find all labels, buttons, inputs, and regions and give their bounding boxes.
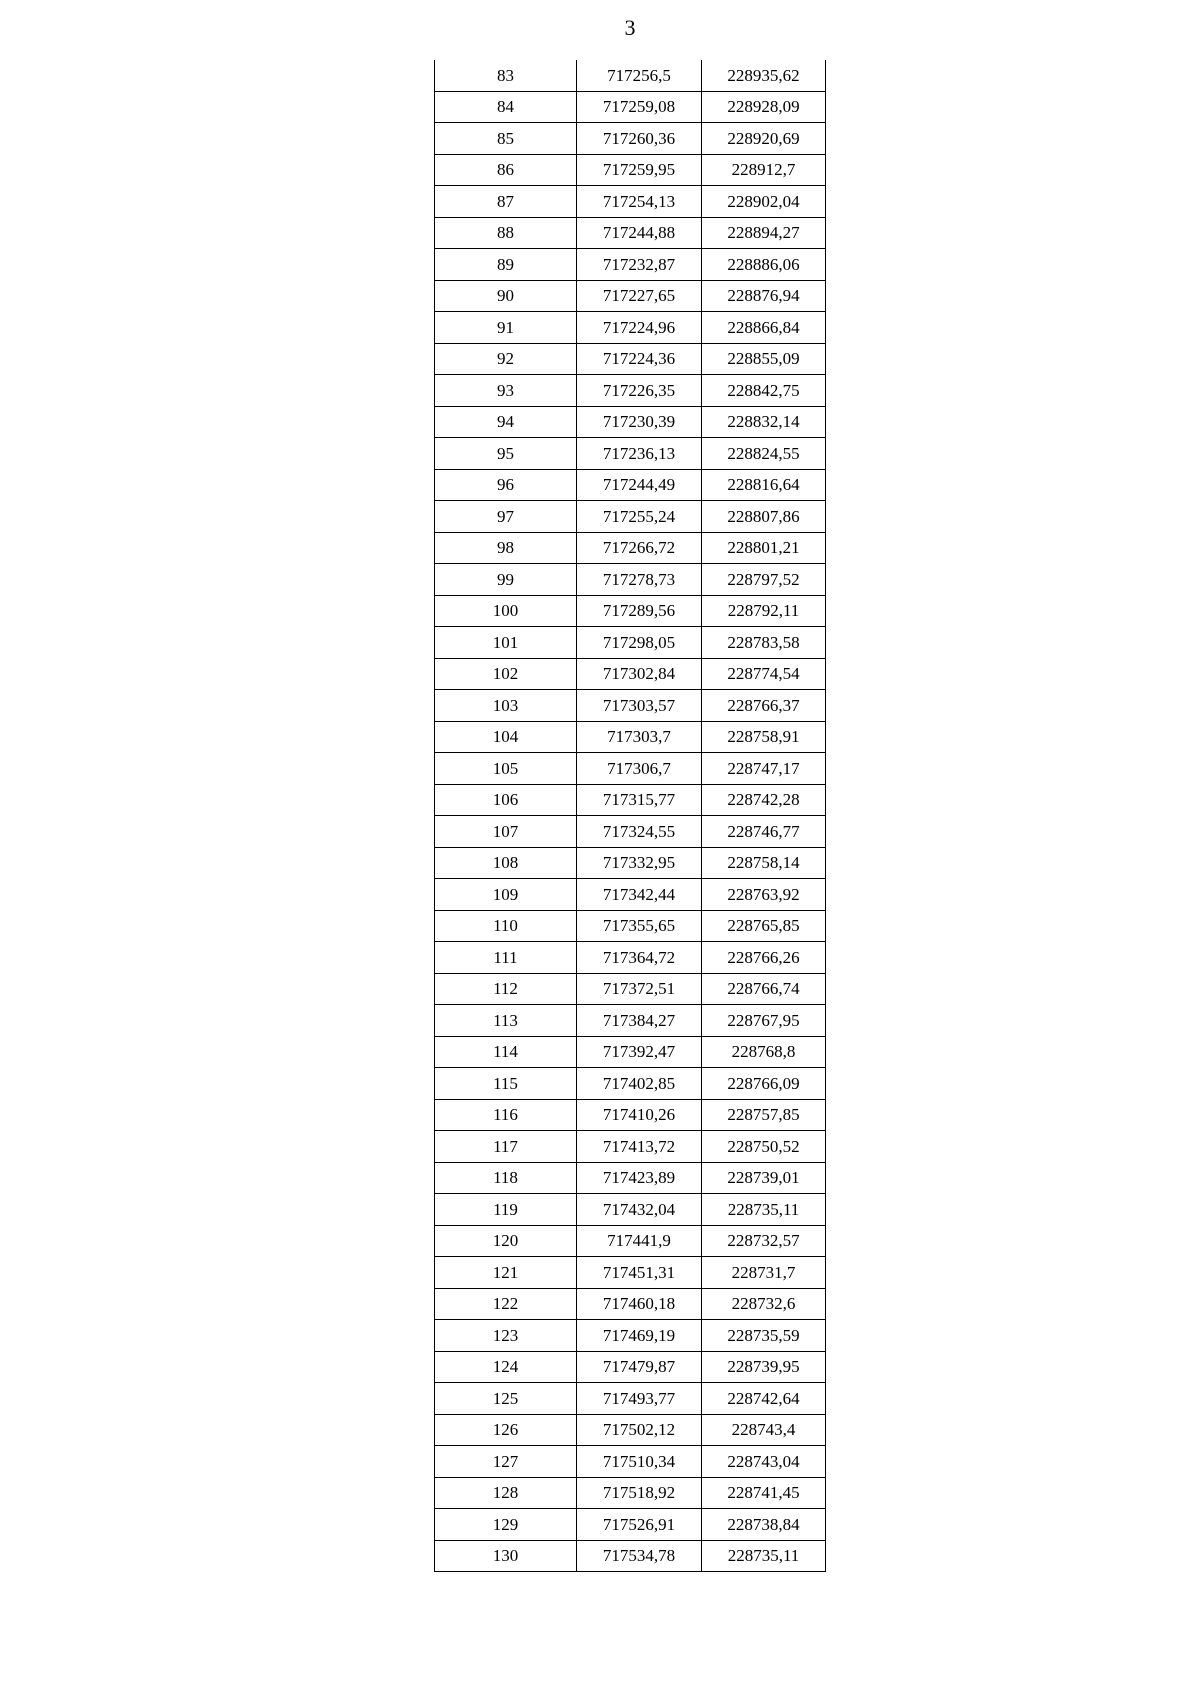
x-coordinate-cell: 717244,88	[577, 217, 702, 249]
table-row	[435, 375, 826, 407]
point-number-cell: 130	[435, 1540, 577, 1572]
y-coordinate-cell: 228774,54	[702, 658, 826, 690]
point-number-cell: 100	[435, 595, 577, 627]
point-number-cell: 116	[435, 1099, 577, 1131]
y-coordinate-cell: 228735,11	[702, 1540, 826, 1572]
table-row	[435, 942, 826, 974]
y-coordinate-cell: 228758,14	[702, 847, 826, 879]
point-number-cell: 105	[435, 753, 577, 785]
x-coordinate-cell: 717244,49	[577, 469, 702, 501]
table-row	[435, 847, 826, 879]
point-number-cell: 87	[435, 186, 577, 218]
table-row	[435, 154, 826, 186]
x-coordinate-cell: 717255,24	[577, 501, 702, 533]
y-coordinate-cell: 228768,8	[702, 1036, 826, 1068]
table-row	[435, 1509, 826, 1541]
x-coordinate-cell: 717230,39	[577, 406, 702, 438]
table-row	[435, 532, 826, 564]
table-row	[435, 1068, 826, 1100]
table-row	[435, 501, 826, 533]
point-number-cell: 91	[435, 312, 577, 344]
y-coordinate-cell: 228732,57	[702, 1225, 826, 1257]
y-coordinate-cell: 228928,09	[702, 91, 826, 123]
x-coordinate-cell: 717289,56	[577, 595, 702, 627]
table-row	[435, 1131, 826, 1163]
point-number-cell: 97	[435, 501, 577, 533]
table-row	[435, 816, 826, 848]
y-coordinate-cell: 228742,28	[702, 784, 826, 816]
point-number-cell: 93	[435, 375, 577, 407]
point-number-cell: 124	[435, 1351, 577, 1383]
point-number-cell: 96	[435, 469, 577, 501]
table-row	[435, 123, 826, 155]
table-row	[435, 186, 826, 218]
point-number-cell: 90	[435, 280, 577, 312]
y-coordinate-cell: 228824,55	[702, 438, 826, 470]
table-row	[435, 1194, 826, 1226]
x-coordinate-cell: 717392,47	[577, 1036, 702, 1068]
y-coordinate-cell: 228832,14	[702, 406, 826, 438]
y-coordinate-cell: 228816,64	[702, 469, 826, 501]
x-coordinate-cell: 717479,87	[577, 1351, 702, 1383]
y-coordinate-cell: 228739,95	[702, 1351, 826, 1383]
x-coordinate-cell: 717266,72	[577, 532, 702, 564]
point-number-cell: 112	[435, 973, 577, 1005]
y-coordinate-cell: 228766,09	[702, 1068, 826, 1100]
point-number-cell: 108	[435, 847, 577, 879]
y-coordinate-cell: 228731,7	[702, 1257, 826, 1289]
y-coordinate-cell: 228742,64	[702, 1383, 826, 1415]
y-coordinate-cell: 228912,7	[702, 154, 826, 186]
x-coordinate-cell: 717469,19	[577, 1320, 702, 1352]
y-coordinate-cell: 228801,21	[702, 532, 826, 564]
point-number-cell: 85	[435, 123, 577, 155]
table-row	[435, 1288, 826, 1320]
y-coordinate-cell: 228807,86	[702, 501, 826, 533]
y-coordinate-cell: 228763,92	[702, 879, 826, 911]
y-coordinate-cell: 228792,11	[702, 595, 826, 627]
x-coordinate-cell: 717315,77	[577, 784, 702, 816]
x-coordinate-cell: 717302,84	[577, 658, 702, 690]
table-row	[435, 312, 826, 344]
x-coordinate-cell: 717232,87	[577, 249, 702, 281]
point-number-cell: 129	[435, 1509, 577, 1541]
x-coordinate-cell: 717451,31	[577, 1257, 702, 1289]
coordinates-table-body	[435, 60, 826, 1572]
x-coordinate-cell: 717364,72	[577, 942, 702, 974]
x-coordinate-cell: 717534,78	[577, 1540, 702, 1572]
y-coordinate-cell: 228766,26	[702, 942, 826, 974]
y-coordinate-cell: 228935,62	[702, 60, 826, 91]
x-coordinate-cell: 717236,13	[577, 438, 702, 470]
point-number-cell: 115	[435, 1068, 577, 1100]
point-number-cell: 113	[435, 1005, 577, 1037]
table-row	[435, 690, 826, 722]
x-coordinate-cell: 717226,35	[577, 375, 702, 407]
table-row	[435, 469, 826, 501]
y-coordinate-cell: 228920,69	[702, 123, 826, 155]
point-number-cell: 94	[435, 406, 577, 438]
point-number-cell: 121	[435, 1257, 577, 1289]
table-row	[435, 1446, 826, 1478]
table-row	[435, 784, 826, 816]
table-row	[435, 595, 826, 627]
y-coordinate-cell: 228902,04	[702, 186, 826, 218]
point-number-cell: 88	[435, 217, 577, 249]
point-number-cell: 120	[435, 1225, 577, 1257]
point-number-cell: 111	[435, 942, 577, 974]
table-row	[435, 1351, 826, 1383]
page-number: 3	[624, 15, 636, 40]
y-coordinate-cell: 228758,91	[702, 721, 826, 753]
table-row	[435, 1320, 826, 1352]
x-coordinate-cell: 717372,51	[577, 973, 702, 1005]
x-coordinate-cell: 717303,7	[577, 721, 702, 753]
x-coordinate-cell: 717224,36	[577, 343, 702, 375]
y-coordinate-cell: 228842,75	[702, 375, 826, 407]
point-number-cell: 86	[435, 154, 577, 186]
y-coordinate-cell: 228894,27	[702, 217, 826, 249]
table-row	[435, 658, 826, 690]
x-coordinate-cell: 717384,27	[577, 1005, 702, 1037]
y-coordinate-cell: 228766,37	[702, 690, 826, 722]
point-number-cell: 103	[435, 690, 577, 722]
y-coordinate-cell: 228735,11	[702, 1194, 826, 1226]
y-coordinate-cell: 228757,85	[702, 1099, 826, 1131]
x-coordinate-cell: 717510,34	[577, 1446, 702, 1478]
table-row	[435, 280, 826, 312]
table-row	[435, 564, 826, 596]
table-row	[435, 343, 826, 375]
table-row	[435, 1225, 826, 1257]
point-number-cell: 107	[435, 816, 577, 848]
y-coordinate-cell: 228743,04	[702, 1446, 826, 1478]
x-coordinate-cell: 717298,05	[577, 627, 702, 659]
x-coordinate-cell: 717526,91	[577, 1509, 702, 1541]
point-number-cell: 110	[435, 910, 577, 942]
table-row	[435, 406, 826, 438]
table-row	[435, 60, 826, 91]
point-number-cell: 109	[435, 879, 577, 911]
x-coordinate-cell: 717460,18	[577, 1288, 702, 1320]
point-number-cell: 123	[435, 1320, 577, 1352]
point-number-cell: 95	[435, 438, 577, 470]
y-coordinate-cell: 228866,84	[702, 312, 826, 344]
x-coordinate-cell: 717259,08	[577, 91, 702, 123]
x-coordinate-cell: 717402,85	[577, 1068, 702, 1100]
y-coordinate-cell: 228855,09	[702, 343, 826, 375]
table-row	[435, 1099, 826, 1131]
table-row	[435, 1383, 826, 1415]
x-coordinate-cell: 717355,65	[577, 910, 702, 942]
y-coordinate-cell: 228747,17	[702, 753, 826, 785]
table-row	[435, 721, 826, 753]
y-coordinate-cell: 228876,94	[702, 280, 826, 312]
table-row	[435, 879, 826, 911]
table-row	[435, 1036, 826, 1068]
y-coordinate-cell: 228732,6	[702, 1288, 826, 1320]
x-coordinate-cell: 717342,44	[577, 879, 702, 911]
y-coordinate-cell: 228750,52	[702, 1131, 826, 1163]
x-coordinate-cell: 717224,96	[577, 312, 702, 344]
table-row	[435, 973, 826, 1005]
table-row	[435, 249, 826, 281]
y-coordinate-cell: 228739,01	[702, 1162, 826, 1194]
x-coordinate-cell: 717260,36	[577, 123, 702, 155]
point-number-cell: 127	[435, 1446, 577, 1478]
y-coordinate-cell: 228741,45	[702, 1477, 826, 1509]
point-number-cell: 117	[435, 1131, 577, 1163]
y-coordinate-cell: 228797,52	[702, 564, 826, 596]
table-row	[435, 1414, 826, 1446]
table-row	[435, 1162, 826, 1194]
point-number-cell: 106	[435, 784, 577, 816]
table-row	[435, 753, 826, 785]
x-coordinate-cell: 717423,89	[577, 1162, 702, 1194]
point-number-cell: 104	[435, 721, 577, 753]
x-coordinate-cell: 717332,95	[577, 847, 702, 879]
x-coordinate-cell: 717502,12	[577, 1414, 702, 1446]
table-row	[435, 627, 826, 659]
y-coordinate-cell: 228743,4	[702, 1414, 826, 1446]
point-number-cell: 92	[435, 343, 577, 375]
x-coordinate-cell: 717256,5	[577, 60, 702, 91]
table-row	[435, 438, 826, 470]
y-coordinate-cell: 228767,95	[702, 1005, 826, 1037]
point-number-cell: 99	[435, 564, 577, 596]
x-coordinate-cell: 717432,04	[577, 1194, 702, 1226]
x-coordinate-cell: 717413,72	[577, 1131, 702, 1163]
x-coordinate-cell: 717254,13	[577, 186, 702, 218]
x-coordinate-cell: 717227,65	[577, 280, 702, 312]
x-coordinate-cell: 717259,95	[577, 154, 702, 186]
table-row	[435, 217, 826, 249]
point-number-cell: 89	[435, 249, 577, 281]
x-coordinate-cell: 717306,7	[577, 753, 702, 785]
point-number-cell: 84	[435, 91, 577, 123]
point-number-cell: 119	[435, 1194, 577, 1226]
y-coordinate-cell: 228735,59	[702, 1320, 826, 1352]
y-coordinate-cell: 228886,06	[702, 249, 826, 281]
table-row	[435, 910, 826, 942]
point-number-cell: 118	[435, 1162, 577, 1194]
x-coordinate-cell: 717410,26	[577, 1099, 702, 1131]
x-coordinate-cell: 717303,57	[577, 690, 702, 722]
point-number-cell: 102	[435, 658, 577, 690]
y-coordinate-cell: 228765,85	[702, 910, 826, 942]
table-row	[435, 1005, 826, 1037]
table-row	[435, 1540, 826, 1572]
point-number-cell: 126	[435, 1414, 577, 1446]
x-coordinate-cell: 717518,92	[577, 1477, 702, 1509]
y-coordinate-cell: 228766,74	[702, 973, 826, 1005]
point-number-cell: 98	[435, 532, 577, 564]
point-number-cell: 83	[435, 60, 577, 91]
point-number-cell: 128	[435, 1477, 577, 1509]
y-coordinate-cell: 228738,84	[702, 1509, 826, 1541]
y-coordinate-cell: 228783,58	[702, 627, 826, 659]
point-number-cell: 125	[435, 1383, 577, 1415]
x-coordinate-cell: 717278,73	[577, 564, 702, 596]
point-number-cell: 114	[435, 1036, 577, 1068]
table-row	[435, 1477, 826, 1509]
x-coordinate-cell: 717441,9	[577, 1225, 702, 1257]
coordinates-table	[434, 60, 826, 1572]
point-number-cell: 122	[435, 1288, 577, 1320]
x-coordinate-cell: 717493,77	[577, 1383, 702, 1415]
table-row	[435, 91, 826, 123]
table-row	[435, 1257, 826, 1289]
x-coordinate-cell: 717324,55	[577, 816, 702, 848]
point-number-cell: 101	[435, 627, 577, 659]
y-coordinate-cell: 228746,77	[702, 816, 826, 848]
